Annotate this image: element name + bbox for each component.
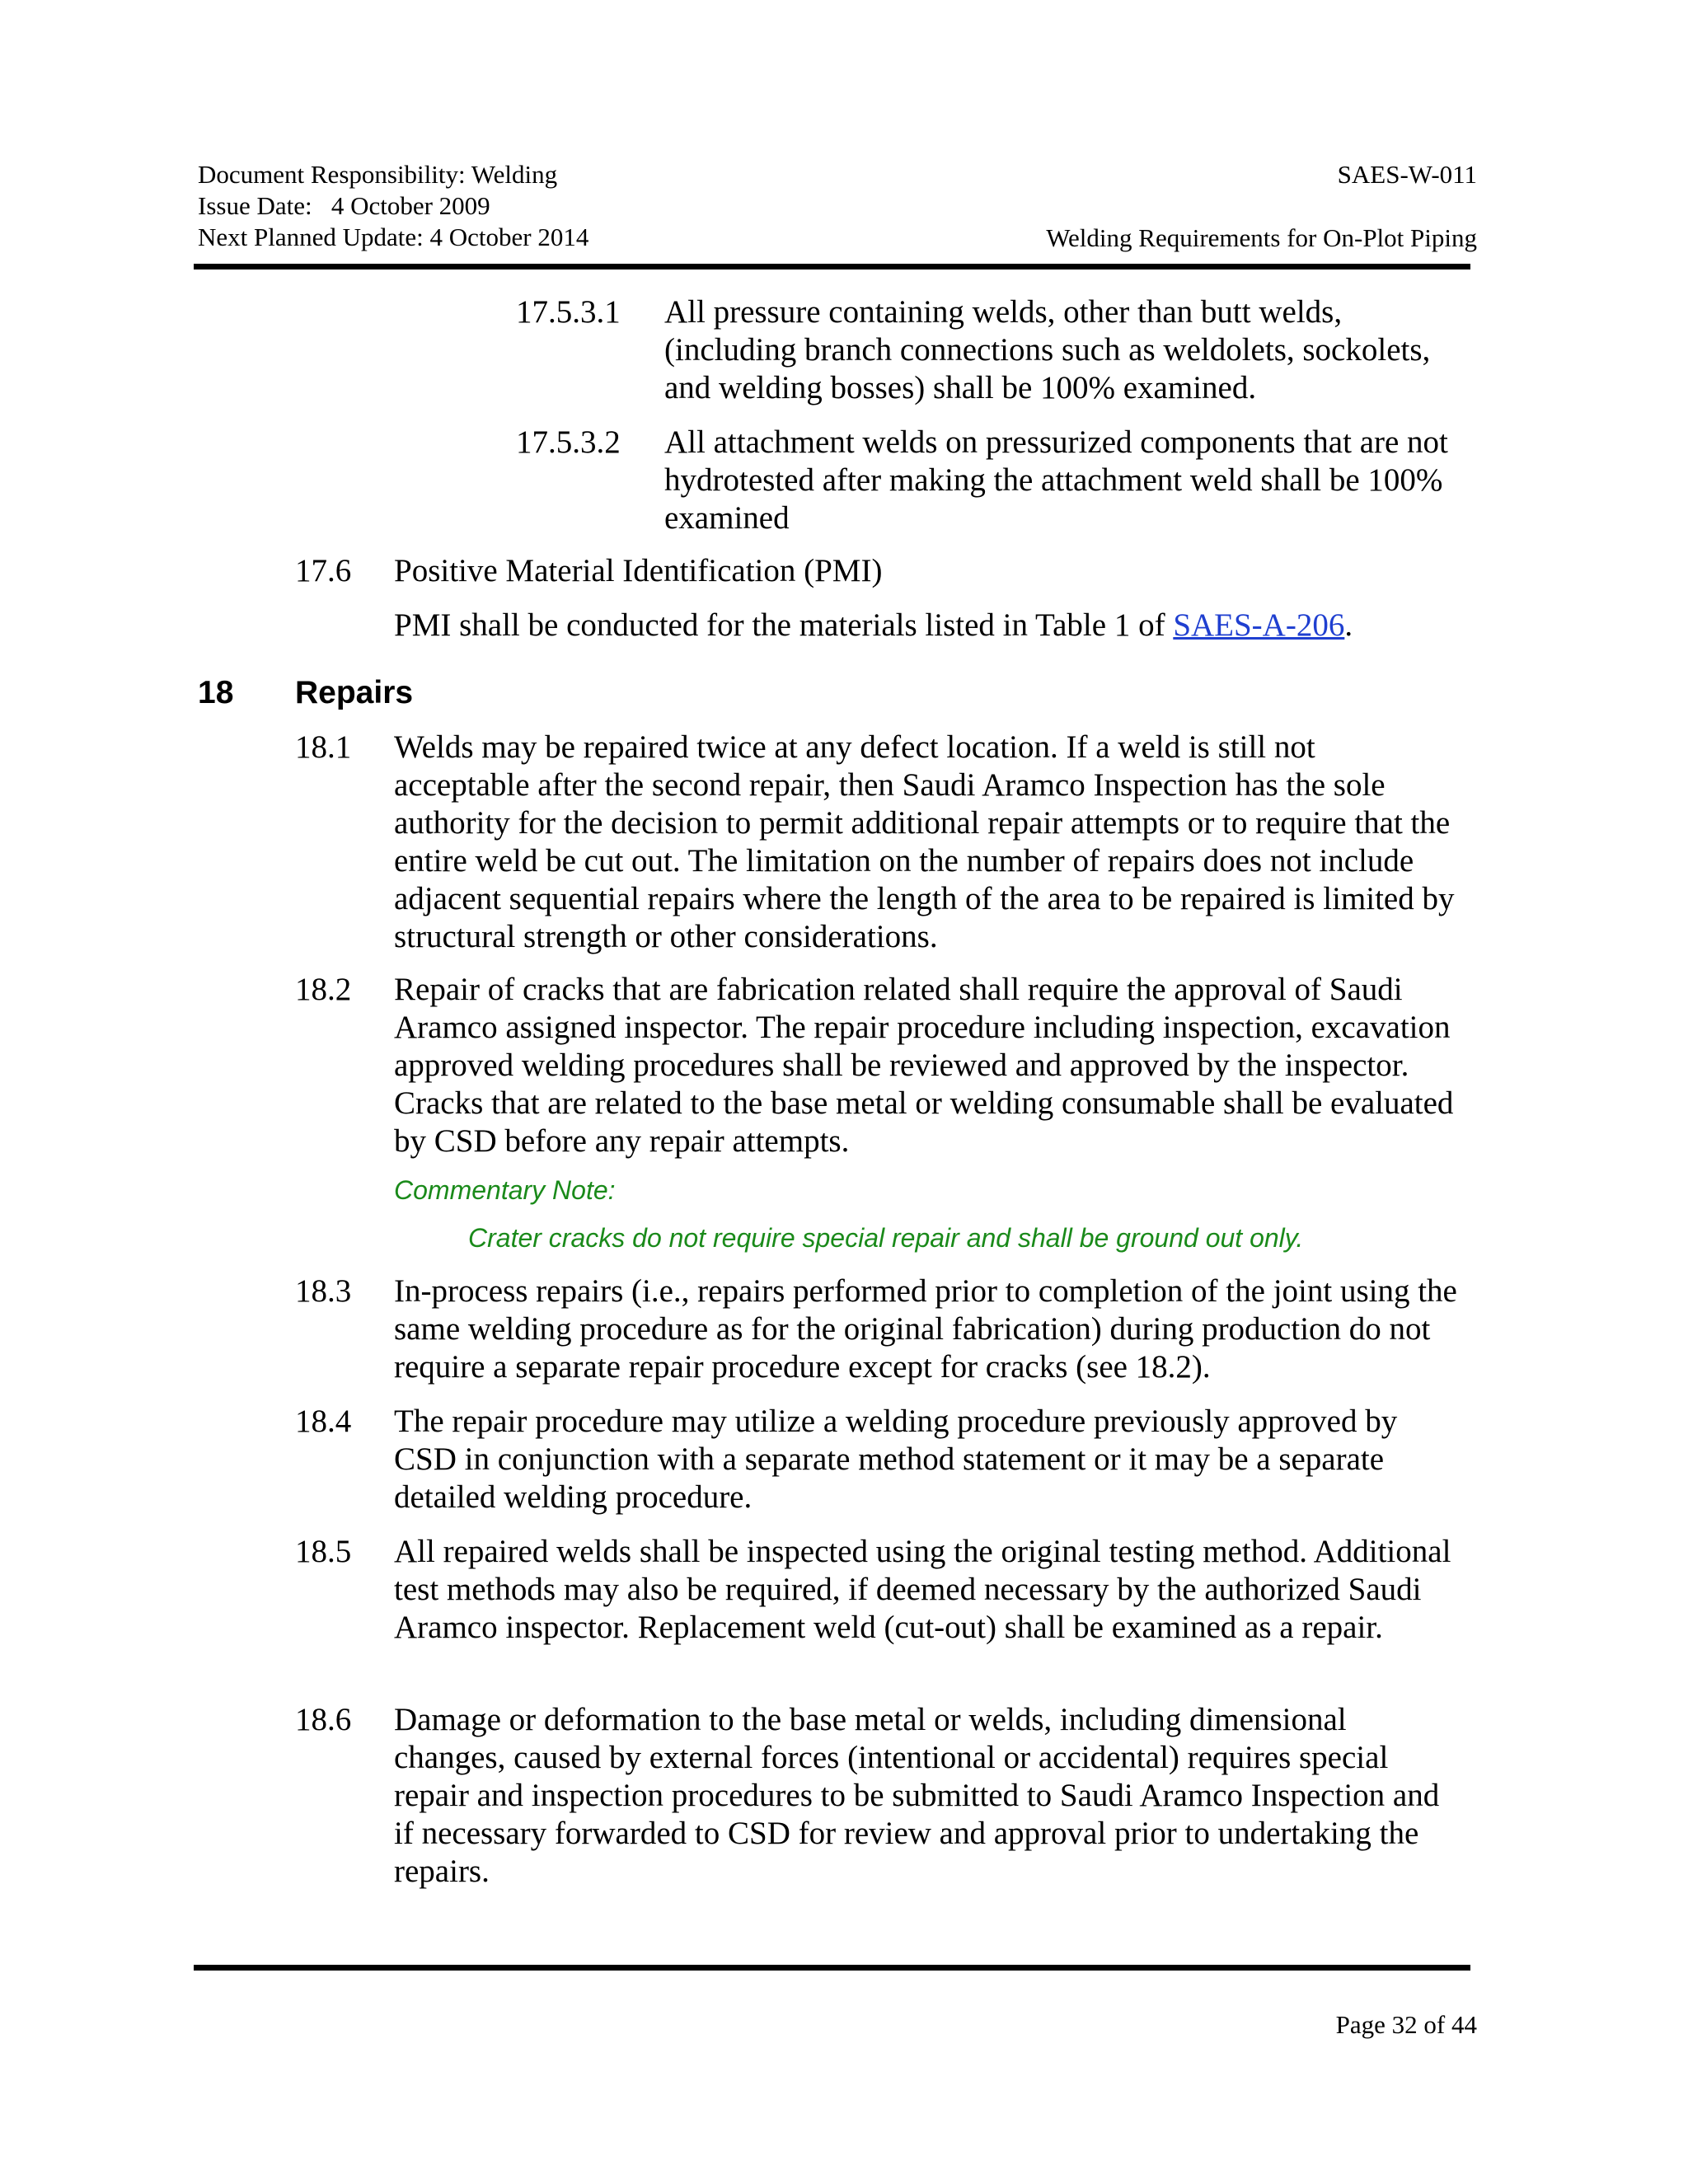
page-number: Page 32 of 44 bbox=[1335, 2010, 1477, 2039]
clause-text: All attachment welds on pressurized components that are not hydrotested after making the attachment weld shall be 100% examined bbox=[664, 424, 1448, 536]
clause-heading: Positive Material Identification (PMI) bbox=[394, 553, 883, 588]
issue-date: Issue Date: 4 October 2009 bbox=[198, 191, 490, 220]
clause-number: 18.5 bbox=[295, 1534, 352, 1569]
pmi-text: PMI shall be conducted for the materials listed in Table 1 of bbox=[394, 607, 1174, 643]
clause-text: All pressure containing welds, other than butt welds, (including branch connections such as weldolets, sockolets, and welding bosses) shall be 100% examined. bbox=[664, 294, 1431, 405]
doc-number: SAES-W-011 bbox=[1337, 160, 1477, 189]
section-number: 18 bbox=[198, 675, 234, 710]
clause-text: Welds may be repaired twice at any defect location. If a weld is still not acceptable after the second repair, then Saudi Aramco Inspection has the sole authority for the decision to permit additional repair attempts or to require that the entire weld be cut out. The limitation on the number of repairs does not include adjacent sequential repairs where the length of the area to be repaired is limited by structural strength or other considerations. bbox=[394, 729, 1455, 954]
footer-rule bbox=[194, 1965, 1470, 1971]
pmi-paragraph bbox=[394, 607, 1353, 644]
clause-number: 18.1 bbox=[295, 729, 352, 765]
commentary-label: Commentary Note: bbox=[394, 1175, 616, 1205]
clause-text: All repaired welds shall be inspected using the original testing method. Additional test methods may also be required, if deemed necessary by the authorized Saudi Aramco inspector. Replacement weld (cut-out) shall be examined as a repair. bbox=[394, 1534, 1451, 1645]
commentary-text: Crater cracks do not require special repair and shall be ground out only. bbox=[468, 1223, 1304, 1253]
clause-number: 17.5.3.1 bbox=[516, 294, 621, 330]
clause-text: Damage or deformation to the base metal or welds, including dimensional changes, caused by external forces (intentional or accidental) requires special repair and inspection procedures to be submitted to Saudi Aramco Inspection and if necessary forwarded to CSD for review and approval prior to undertaking the repairs. bbox=[394, 1702, 1440, 1889]
doc-responsibility: Document Responsibility: Welding bbox=[198, 160, 558, 189]
clause-text: The repair procedure may utilize a welding procedure previously approved by CSD in conjunction with a separate method statement or it may be a separate detailed welding procedure. bbox=[394, 1404, 1398, 1515]
header-rule bbox=[194, 264, 1470, 269]
clause-number: 17.5.3.2 bbox=[516, 424, 621, 460]
clause-text: In-process repairs (i.e., repairs performed prior to completion of the joint using the same welding procedure as for the original fabrication) during production do not require a separate repair procedure except for cracks (see 18.2). bbox=[394, 1273, 1457, 1385]
clause-number: 18.4 bbox=[295, 1404, 352, 1439]
clause-number: 17.6 bbox=[295, 553, 352, 588]
clause-number: 18.6 bbox=[295, 1702, 352, 1737]
clause-number: 18.3 bbox=[295, 1273, 352, 1309]
saes-a-206-link[interactable]: SAES-A-206 bbox=[1173, 607, 1345, 643]
doc-title: Welding Requirements for On-Plot Piping bbox=[1046, 223, 1477, 252]
pmi-period: . bbox=[1344, 607, 1353, 643]
section-heading bbox=[198, 674, 233, 712]
section-title: Repairs bbox=[295, 675, 414, 710]
clause-number: 18.2 bbox=[295, 972, 352, 1007]
clause-text: Repair of cracks that are fabrication related shall require the approval of Saudi Aramco assigned inspector. The repair procedure including inspection, excavation approved welding procedures shall be reviewed and approved by the inspector. Cracks that are related to the base metal or welding consumable shall be evaluated by CSD before any repair attempts. bbox=[394, 972, 1454, 1159]
next-update: Next Planned Update: 4 October 2014 bbox=[198, 223, 589, 251]
header-left bbox=[198, 159, 588, 253]
